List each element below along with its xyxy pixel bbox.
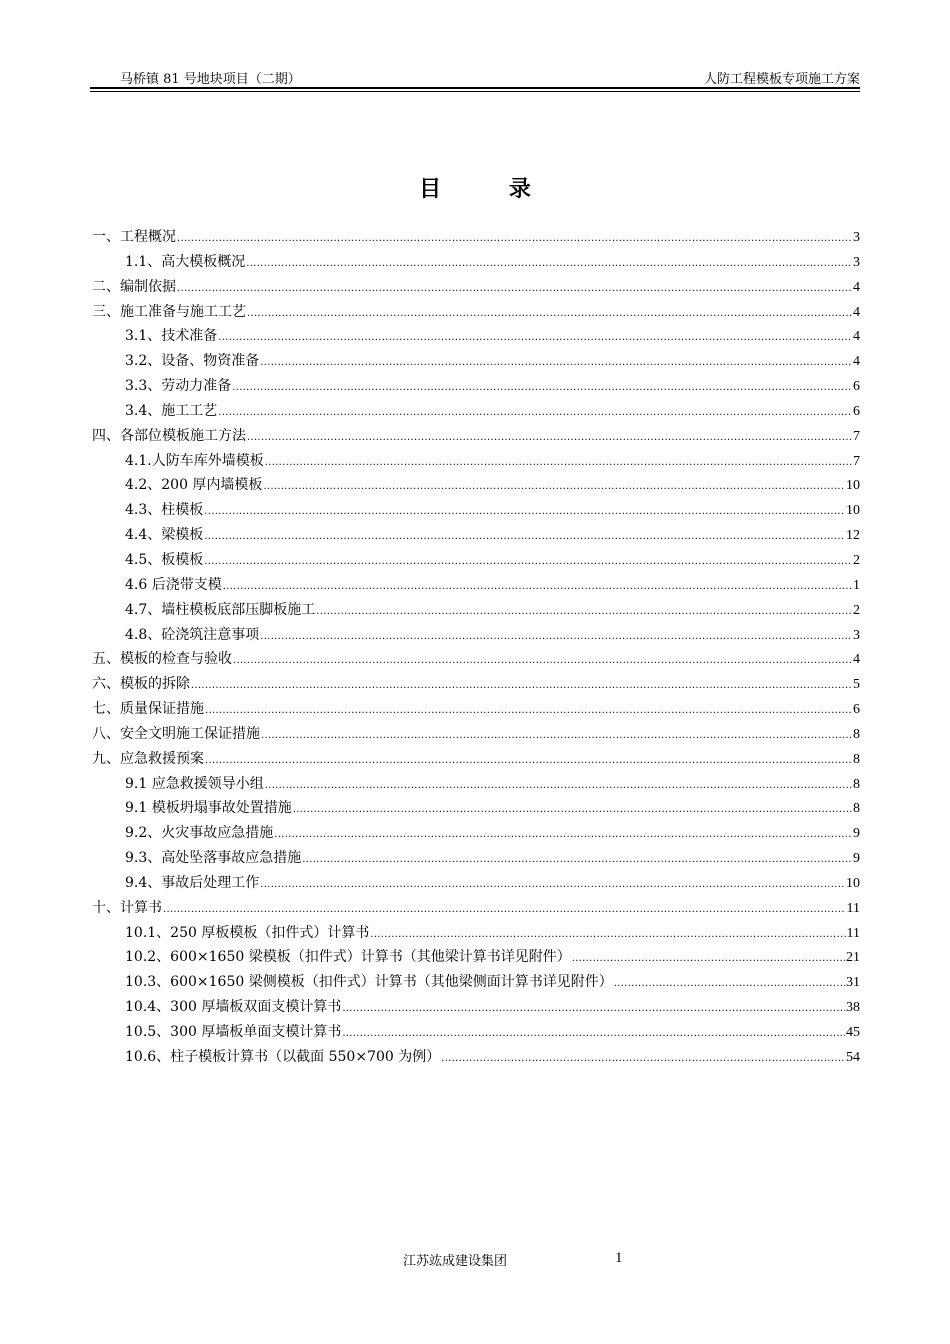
toc-dot-leader <box>265 457 852 468</box>
toc-subentry[interactable] <box>92 574 860 599</box>
page-header <box>92 66 860 88</box>
toc-entry-label: 10.3、600×1650 梁侧模板（扣件式）计算书（其他梁侧面计算书详见附件） <box>125 974 613 991</box>
toc-dot-leader <box>274 829 852 840</box>
toc-dot-leader <box>370 929 845 940</box>
toc-dot-leader <box>218 407 852 418</box>
toc-entry-page: 8 <box>853 801 860 817</box>
toc-dot-leader <box>247 308 852 319</box>
toc-dot-leader <box>204 531 845 542</box>
toc-entry-page: 38 <box>846 1000 860 1016</box>
toc-entry-page: 4 <box>853 304 860 320</box>
toc-entry-page: 21 <box>846 950 860 966</box>
toc-entry-page: 2 <box>853 602 860 618</box>
toc-entry[interactable] <box>92 897 860 922</box>
toc-entry-page: 4 <box>853 652 860 668</box>
toc-entry-page: 2 <box>853 552 860 568</box>
toc-dot-leader <box>260 879 845 890</box>
toc-entry-label: 3.1、技术准备 <box>125 328 218 345</box>
toc-dot-leader <box>261 730 852 741</box>
toc-entry-label: 一、工程概况 <box>92 229 176 245</box>
toc-entry-page: 11 <box>846 900 860 916</box>
toc-entry-page: 7 <box>853 453 860 469</box>
toc-subentry[interactable] <box>92 375 860 400</box>
toc-entry-label: 十、计算书 <box>92 899 162 916</box>
toc-entry-page: 54 <box>846 1049 860 1065</box>
toc-entry-label: 4.4、梁模板 <box>125 527 204 544</box>
toc-entry-label: 9.4、事故后处理工作 <box>125 874 260 891</box>
toc-entry-label: 1.1、高大模板概况 <box>125 253 246 270</box>
toc-entry-label: 10.6、柱子模板计算书（以截面 550×700 为例） <box>125 1048 441 1065</box>
toc-entry-label: 10.1、250 厚板模板（扣件式）计算书 <box>125 924 370 941</box>
toc-dot-leader <box>263 481 845 492</box>
toc-dot-leader <box>191 680 852 691</box>
toc-entry-label: 九、应急救援预案 <box>92 750 204 767</box>
toc-entry-page: 8 <box>853 776 860 792</box>
toc-entry-page: 8 <box>853 751 860 767</box>
toc-entry-label: 3.2、设备、物资准备 <box>125 353 260 370</box>
toc-entry-page: 10 <box>846 478 860 494</box>
toc-entry-page: 6 <box>853 379 860 395</box>
toc-subentry[interactable] <box>92 599 860 624</box>
toc-entry[interactable] <box>92 698 860 723</box>
toc-entry[interactable] <box>92 226 860 251</box>
toc-dot-leader <box>342 1028 845 1039</box>
toc-subentry[interactable] <box>92 996 860 1021</box>
toc-subentry[interactable] <box>92 450 860 475</box>
toc-entry[interactable] <box>92 648 860 673</box>
toc-entry-label: 八、安全文明施工保证措施 <box>92 725 260 742</box>
toc-entry-page: 45 <box>846 1025 860 1040</box>
header-rule-thick <box>90 87 860 89</box>
toc-entry-page: 4 <box>853 279 860 295</box>
toc-dot-leader <box>302 854 852 865</box>
toc-subentry[interactable] <box>92 549 860 574</box>
toc-entry-page: 3 <box>853 627 860 643</box>
header-rule-thin <box>90 91 860 92</box>
toc-entry-page: 10 <box>846 875 860 891</box>
toc-entry[interactable] <box>92 425 860 450</box>
toc-entry-label: 4.3、柱模板 <box>125 502 204 519</box>
toc-entry-page: 7 <box>853 428 860 444</box>
toc-dot-leader <box>177 283 852 294</box>
toc-entry-page: 11 <box>846 925 860 941</box>
toc-entry-page: 5 <box>853 677 860 693</box>
toc-entry-label: 10.4、300 厚墙板双面支模计算书 <box>125 999 342 1016</box>
toc-entry[interactable] <box>92 673 860 698</box>
toc-subentry[interactable] <box>92 251 860 276</box>
toc-entry-label: 10.2、600×1650 梁模板（扣件式）计算书（其他梁计算书详见附件） <box>125 949 571 966</box>
toc-dot-leader <box>247 432 852 443</box>
footer-page-number: 1 <box>615 1250 623 1266</box>
toc-subentry[interactable] <box>92 822 860 847</box>
toc-dot-leader <box>293 804 852 815</box>
toc-dot-leader <box>223 581 852 592</box>
toc-entry-label: 4.7、墙柱模板底部压脚板施工 <box>125 601 316 618</box>
toc-entry-label: 4.6 后浇带支模 <box>125 576 222 593</box>
toc-subentry[interactable] <box>92 872 860 897</box>
toc-subentry[interactable] <box>92 499 860 524</box>
toc-entry-page: 3 <box>853 254 860 270</box>
toc-entry-label: 10.5、300 厚墙板单面支模计算书 <box>125 1024 342 1040</box>
toc-subentry[interactable] <box>92 1021 860 1046</box>
table-of-contents <box>92 226 860 1071</box>
toc-dot-leader <box>233 655 852 666</box>
toc-entry-label: 9.3、高处坠落事故应急措施 <box>125 850 302 867</box>
toc-subentry[interactable] <box>92 624 860 649</box>
toc-entry-label: 3.4、施工工艺 <box>125 402 218 419</box>
toc-subentry[interactable] <box>92 1046 860 1071</box>
toc-dot-leader <box>204 556 852 567</box>
toc-entry-label: 六、模板的拆除 <box>92 676 190 693</box>
toc-dot-leader <box>205 705 852 716</box>
header-project-name: 马桥镇 81 号地块项目（二期） <box>120 72 301 87</box>
toc-entry-label: 9.1 模板坍塌事故处置措施 <box>125 800 292 817</box>
toc-dot-leader <box>205 755 852 766</box>
toc-entry[interactable] <box>92 301 860 326</box>
toc-dot-leader <box>204 506 845 517</box>
toc-entry[interactable] <box>92 276 860 301</box>
toc-dot-leader <box>614 978 845 989</box>
toc-dot-leader <box>572 953 845 964</box>
toc-subentry[interactable] <box>92 524 860 549</box>
toc-entry-label: 四、各部位模板施工方法 <box>92 427 246 444</box>
toc-subentry[interactable] <box>92 971 860 996</box>
toc-entry-page: 1 <box>853 577 860 593</box>
toc-dot-leader <box>246 258 852 269</box>
toc-subentry[interactable] <box>92 325 860 350</box>
toc-entry-label: 4.5、板模板 <box>125 551 204 568</box>
toc-subentry[interactable] <box>92 797 860 822</box>
toc-entry-page: 10 <box>846 503 860 519</box>
toc-entry-page: 9 <box>853 826 860 842</box>
toc-entry-page: 6 <box>853 702 860 718</box>
toc-dot-leader <box>441 1053 845 1064</box>
toc-subentry[interactable] <box>92 773 860 798</box>
header-document-title: 人防工程模板专项施工方案 <box>703 72 860 87</box>
toc-entry-page: 6 <box>853 403 860 419</box>
toc-entry-label: 七、质量保证措施 <box>92 701 204 718</box>
toc-entry-label: 9.1 应急救援领导小组 <box>125 775 264 792</box>
toc-subentry[interactable] <box>92 350 860 375</box>
toc-entry-page: 31 <box>846 975 860 991</box>
toc-dot-leader <box>316 606 852 617</box>
toc-entry-label: 3.3、劳动力准备 <box>125 378 232 395</box>
toc-entry[interactable] <box>92 748 860 773</box>
toc-entry-page: 9 <box>853 851 860 867</box>
toc-subentry[interactable] <box>92 400 860 425</box>
toc-dot-leader <box>218 332 852 343</box>
toc-dot-leader <box>265 780 852 791</box>
toc-entry-page: 12 <box>846 528 860 544</box>
toc-entry-label: 9.2、火灾事故应急措施 <box>125 825 274 842</box>
toc-entry-label: 三、施工准备与施工工艺 <box>92 303 246 320</box>
toc-entry-page: 8 <box>853 726 860 742</box>
toc-entry-label: 4.1.人防车库外墙模板 <box>125 452 264 469</box>
toc-entry-label: 二、编制依据 <box>92 278 176 295</box>
toc-entry-page: 4 <box>853 329 860 345</box>
toc-subentry[interactable] <box>92 474 860 499</box>
toc-entry-label: 4.2、200 厚内墙模板 <box>125 477 263 494</box>
toc-title: 目 录 <box>419 176 561 202</box>
toc-dot-leader <box>260 357 852 368</box>
toc-dot-leader <box>232 382 852 393</box>
toc-entry-page: 3 <box>853 230 860 245</box>
toc-dot-leader <box>163 904 846 915</box>
toc-dot-leader <box>177 233 852 244</box>
toc-entry-page: 4 <box>853 354 860 370</box>
toc-dot-leader <box>342 1003 845 1014</box>
toc-entry[interactable] <box>92 723 860 748</box>
toc-dot-leader <box>260 631 852 642</box>
toc-entry-label: 五、模板的检查与验收 <box>92 651 232 668</box>
toc-subentry[interactable] <box>92 946 860 971</box>
toc-subentry[interactable] <box>92 922 860 947</box>
toc-entry-label: 4.8、砼浇筑注意事项 <box>125 626 260 643</box>
toc-subentry[interactable] <box>92 847 860 872</box>
footer-company-name: 江苏竑成建设集团 <box>403 1254 508 1269</box>
